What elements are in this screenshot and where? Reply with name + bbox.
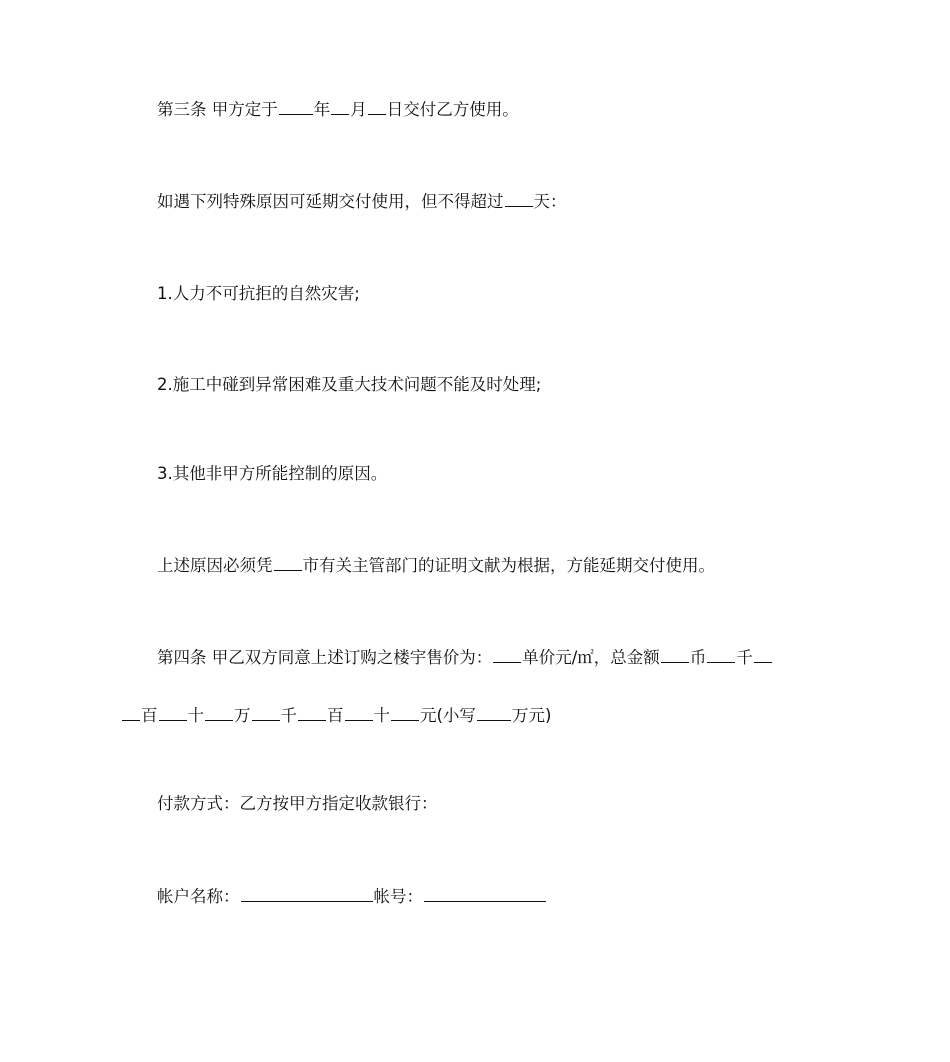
amount-blank [252, 703, 280, 721]
account-line [157, 884, 547, 909]
unit-price-blank [493, 645, 521, 663]
article-4-line-1 [157, 645, 773, 670]
account-name-blank [241, 884, 373, 902]
days-blank [505, 189, 533, 207]
city-blank [274, 553, 302, 571]
article-4-line-2 [121, 703, 551, 728]
account-name-label: 帐户名称： [157, 887, 240, 906]
amount-blank [391, 703, 419, 721]
year-blank [279, 97, 313, 115]
month-blank [331, 97, 349, 115]
delay-line [157, 189, 567, 214]
thousands-blank [707, 645, 735, 663]
amount-unit: 千 [280, 706, 297, 725]
account-number-blank [424, 884, 546, 902]
amount-unit: 十 [373, 706, 390, 725]
amount-blank [205, 703, 233, 721]
payment-method: 付款方式：乙方按甲方指定收款银行： [157, 794, 438, 813]
article-4-text: 第四条 甲乙双方同意上述订购之楼宇售价为： [157, 648, 493, 667]
reason-item: 3.其他非甲方所能控制的原因。 [157, 464, 388, 483]
amount-blank [122, 703, 140, 721]
amount-end: 万元) [511, 706, 552, 725]
amount-unit: 十 [187, 706, 204, 725]
currency-blank [661, 645, 689, 663]
unit-price-label: 单价元/㎡，总金额 [522, 648, 660, 667]
delivery-text: 日交付乙方使用。 [386, 100, 519, 119]
reason-item: 2.施工中碰到异常困难及重大技术问题不能及时处理; [157, 375, 542, 394]
amount-unit: 元(小写 [420, 706, 476, 725]
proof-text: 上述原因必须凭 [157, 556, 273, 575]
proof-line [157, 553, 715, 578]
amount-blank [159, 703, 187, 721]
reason-item: 1.人力不可抗拒的自然灾害; [157, 284, 360, 303]
amount-unit: 百 [327, 706, 344, 725]
year-label: 年 [313, 100, 331, 119]
account-number-label: 帐号： [373, 887, 423, 906]
proof-text-end: 市有关主管部门的证明文献为根据，方能延期交付使用。 [302, 556, 715, 575]
amount-blank [298, 703, 326, 721]
month-label: 月 [350, 100, 367, 119]
day-blank [368, 97, 386, 115]
article-3-line [157, 97, 519, 122]
trailing-blank [754, 645, 772, 663]
currency-label: 币 [689, 648, 707, 667]
days-label: 天： [533, 192, 567, 211]
thousands-label: 千 [736, 648, 753, 667]
small-amount-blank [477, 703, 511, 721]
amount-unit: 百 [141, 706, 158, 725]
amount-blank [345, 703, 373, 721]
article-3-text: 第三条 甲方定于 [157, 100, 278, 119]
delay-text: 如遇下列特殊原因可延期交付使用，但不得超过 [157, 192, 504, 211]
amount-unit: 万 [234, 706, 251, 725]
